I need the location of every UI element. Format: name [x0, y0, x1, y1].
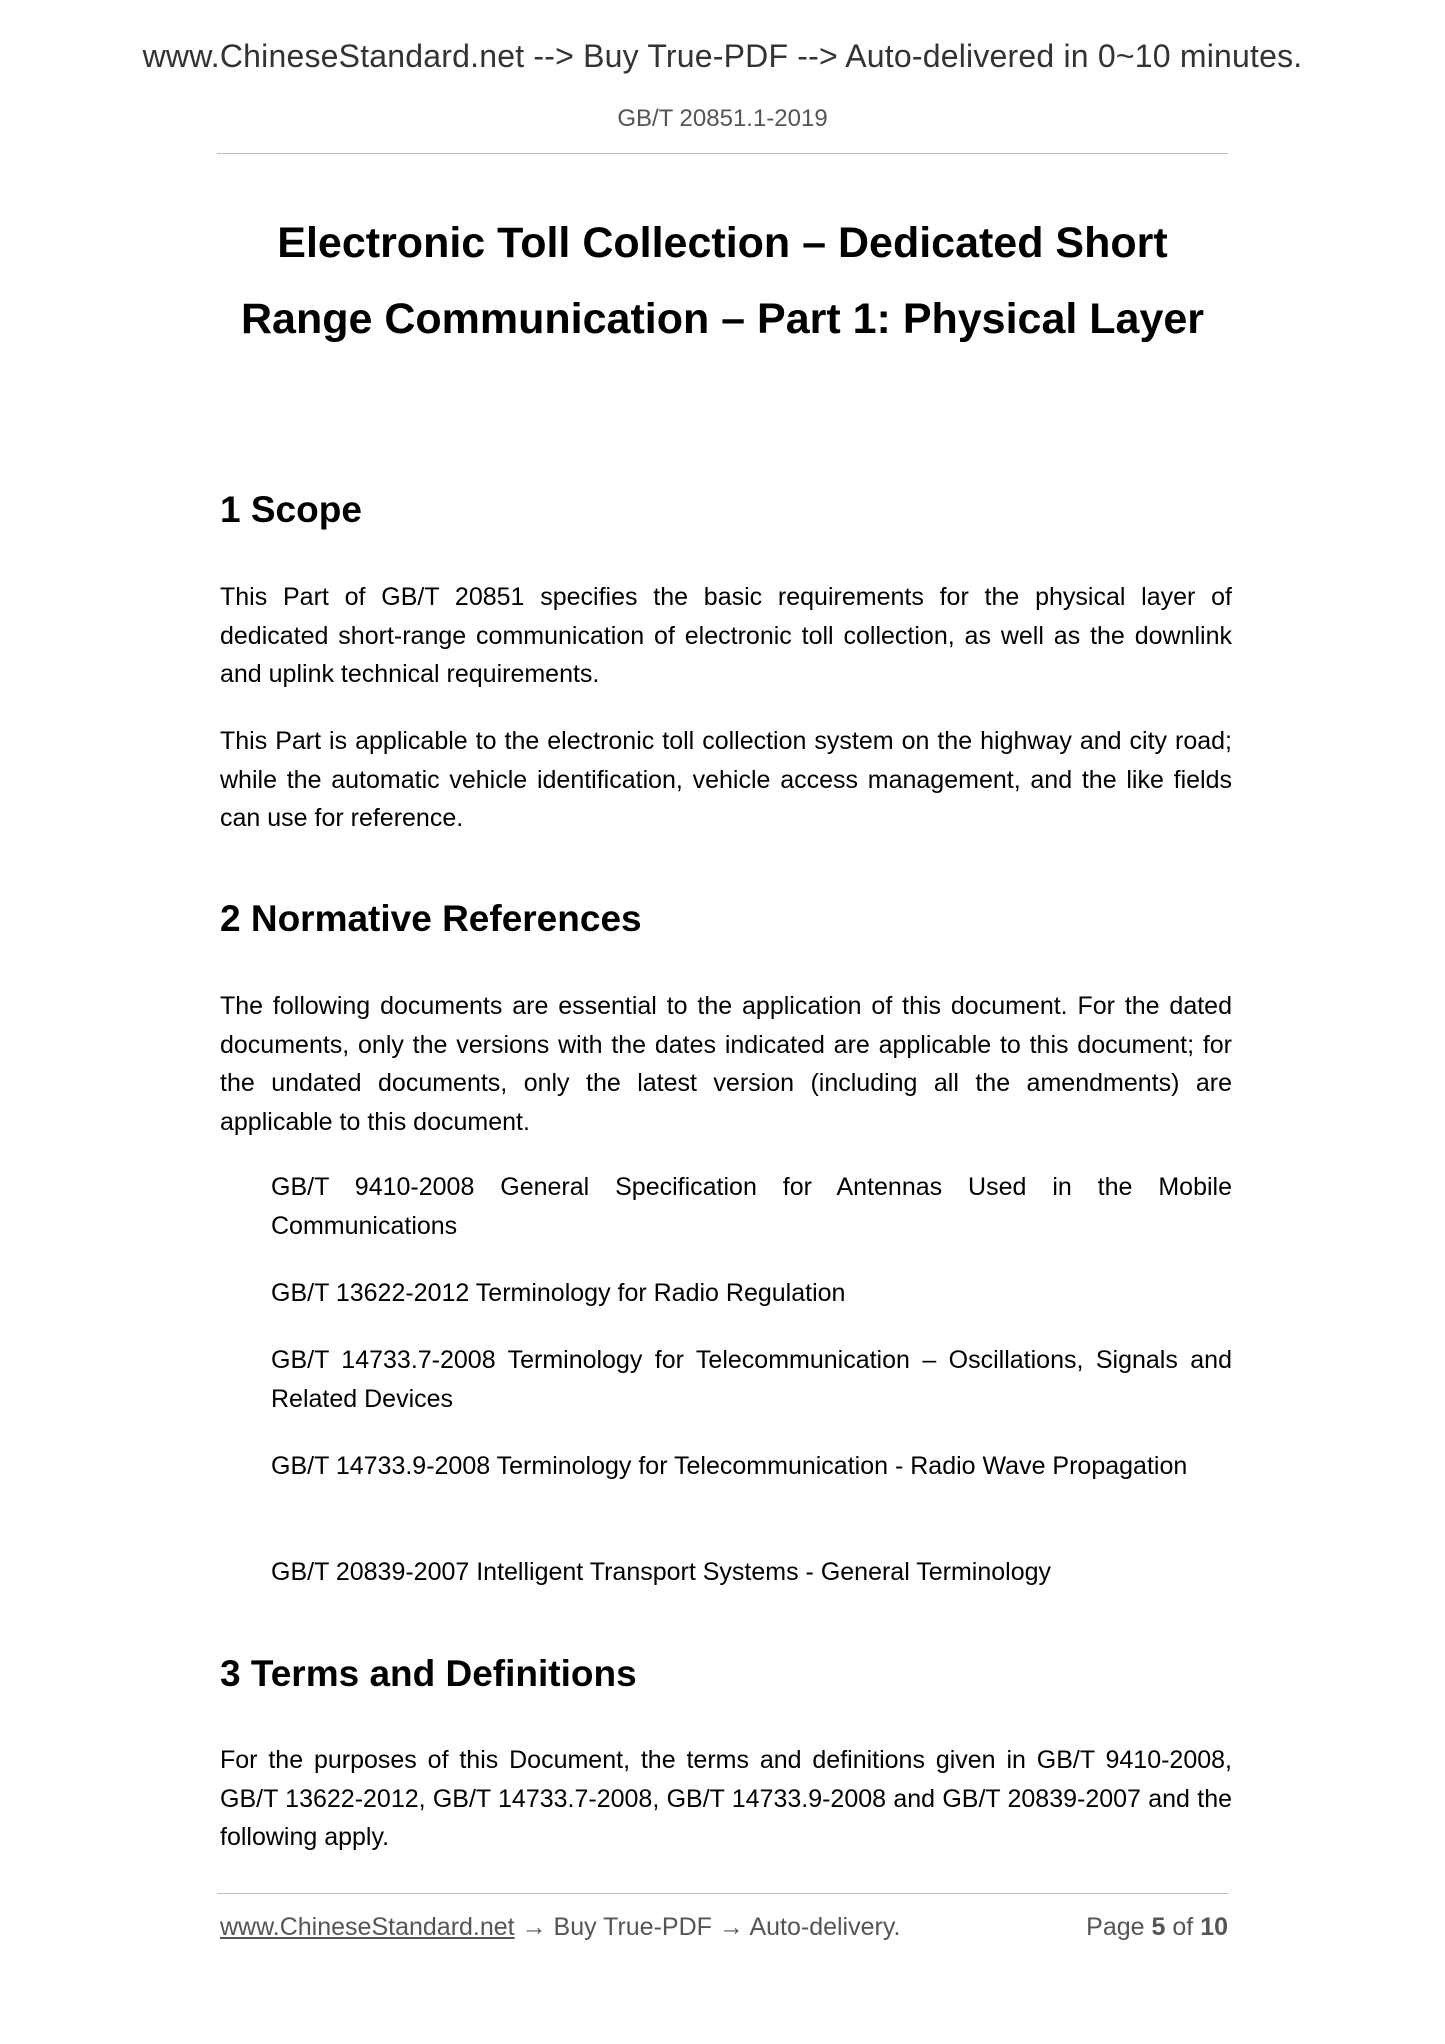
footer-divider [217, 1893, 1228, 1894]
section-heading: 2 Normative References [220, 898, 642, 939]
scope-paragraph-2-block [220, 722, 1232, 838]
page-label: Page [1086, 1913, 1145, 1941]
title-line-2: Range Communication – Part 1: Physical Layer [240, 295, 1205, 343]
reference-item-3 [220, 1341, 1232, 1418]
total-pages: 10 [1200, 1913, 1228, 1941]
page-indicator [1086, 1913, 1228, 1942]
reference-item-2 [220, 1274, 1232, 1313]
reference-text: GB/T 9410-2008 General Specification for Antennas Used in the Mobile Communications [271, 1173, 1232, 1240]
page-number: 5 [1151, 1913, 1166, 1941]
reference-text: GB/T 20839-2007 Intelligent Transport Systems - General Terminology [271, 1558, 1052, 1586]
footer-delivery-text: Auto-delivery. [749, 1913, 901, 1941]
top-banner: www.ChineseStandard.net --> Buy True-PDF --> Auto-delivered in 0~10 minutes. [142, 38, 1303, 74]
scope-paragraph-1-block [220, 578, 1232, 694]
section-terms [220, 1652, 1232, 1696]
arrow-right-icon: → [521, 1913, 547, 1941]
reference-text: GB/T 14733.9-2008 Terminology for Telecommunication - Radio Wave Propagation [271, 1452, 1188, 1480]
reference-item-1 [220, 1168, 1232, 1245]
page-footer [220, 1913, 1232, 1942]
section-heading: 1 Scope [220, 489, 362, 530]
of-label: of [1172, 1913, 1194, 1941]
footer-site-link[interactable]: www.ChineseStandard.net [220, 1913, 515, 1941]
reference-item-5 [220, 1553, 1232, 1592]
standard-code: GB/T 20851.1-2019 [617, 105, 828, 132]
header-divider [217, 153, 1228, 154]
footer-buy-text: Buy True-PDF [553, 1913, 712, 1941]
section-scope [220, 488, 1232, 532]
scope-paragraph-1: This Part of GB/T 20851 specifies the basic requirements for the physical layer of dedicated short-range communication of electronic toll collection, as well as the downlink and uplink technical requirements. [220, 583, 1232, 688]
normative-paragraph-block [220, 987, 1232, 1141]
section-heading: 3 Terms and Definitions [220, 1653, 637, 1694]
arrow-right-icon: → [718, 1913, 744, 1941]
reference-item-4 [220, 1447, 1232, 1486]
title-line-1: Electronic Toll Collection – Dedicated Short [277, 219, 1168, 267]
terms-paragraph-block [220, 1741, 1232, 1857]
reference-text: GB/T 14733.7-2008 Terminology for Telecommunication – Oscillations, Signals and Related Devices [271, 1346, 1232, 1413]
reference-text: GB/T 13622-2012 Terminology for Radio Regulation [271, 1279, 846, 1307]
normative-paragraph: The following documents are essential to the application of this document. For the dated documents, only the versions with the dates indicated are applicable to this document; for the undated documents, only the latest version (including all the amendments) are applicable to this document. [220, 992, 1232, 1136]
document-title [200, 205, 1245, 357]
section-normative [220, 897, 1232, 941]
scope-paragraph-2: This Part is applicable to the electronic toll collection system on the highway and city road; while the automatic vehicle identification, vehicle access management, and the like fields can use for reference. [220, 727, 1232, 832]
terms-paragraph: For the purposes of this Document, the terms and definitions given in GB/T 9410-2008, GB/T 13622-2012, GB/T 14733.7-2008, GB/T 14733.9-2008 and GB/T 20839-2007 and the following apply. [220, 1746, 1232, 1851]
